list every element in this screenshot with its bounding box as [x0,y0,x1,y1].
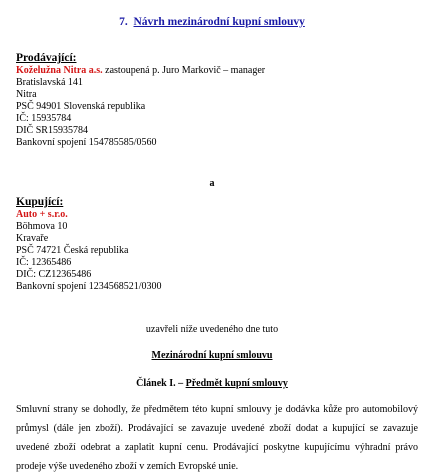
seller-ic: IČ: 15935784 [16,113,72,124]
buyer-postal: PSČ 74721 Česká republika [16,245,129,256]
article-paragraph: Smluvní strany se dohodly, že předmětem této kupní smlouvy je dodávka kůže pro automobilový průmysl (dále jen zboží). Prodávající se zavazuje uvedené zboží dodat a kupující se zavazuje uvedené zboží odebrat a zaplatit kupní cenu. Prodávající poskytne kupujícímu výhradní právo prodeje výše uvedeného zboží v zemích Evropské unie. [16,404,418,472]
article-title: Předmět kupní smlouvy [185,378,288,389]
seller-block [16,52,265,149]
conjunction: a [209,178,215,189]
section-title: Návrh mezinárodní kupní smlouvy [133,16,305,28]
seller-company-line [16,65,265,77]
buyer-label: Kupující: [16,196,64,208]
document-title [0,16,424,28]
article-number: Článek I. – [136,378,186,389]
buyer-bank: Bankovní spojení 1234568521/0300 [16,281,162,292]
section-number: 7. [119,16,128,28]
seller-postal: PSČ 94901 Slovenská republika [16,101,146,112]
buyer-dic: DIČ: CZ12365486 [16,269,92,280]
article-heading [0,378,424,390]
seller-dic: DIČ SR15935784 [16,125,88,136]
buyer-block [16,196,162,293]
buyer-ic: IČ: 12365486 [16,257,72,268]
agreement-text: uzavřeli níže uvedeného dne tuto [145,324,279,335]
buyer-city: Kravaře [16,233,49,244]
seller-street: Bratislavská 141 [16,77,83,88]
seller-city: Nitra [16,89,37,100]
buyer-street: Böhmova 10 [16,221,68,232]
seller-representation: zastoupená p. Juro Markovič – manager [102,65,266,76]
contract-title: Mezinárodní kupní smlouvu [151,350,273,361]
seller-company: Koželužna Nitra a.s. [16,65,103,76]
seller-bank: Bankovní spojení 154785585/0560 [16,137,157,148]
buyer-company: Auto + s.r.o. [16,209,68,220]
seller-label: Prodávající: [16,52,77,64]
